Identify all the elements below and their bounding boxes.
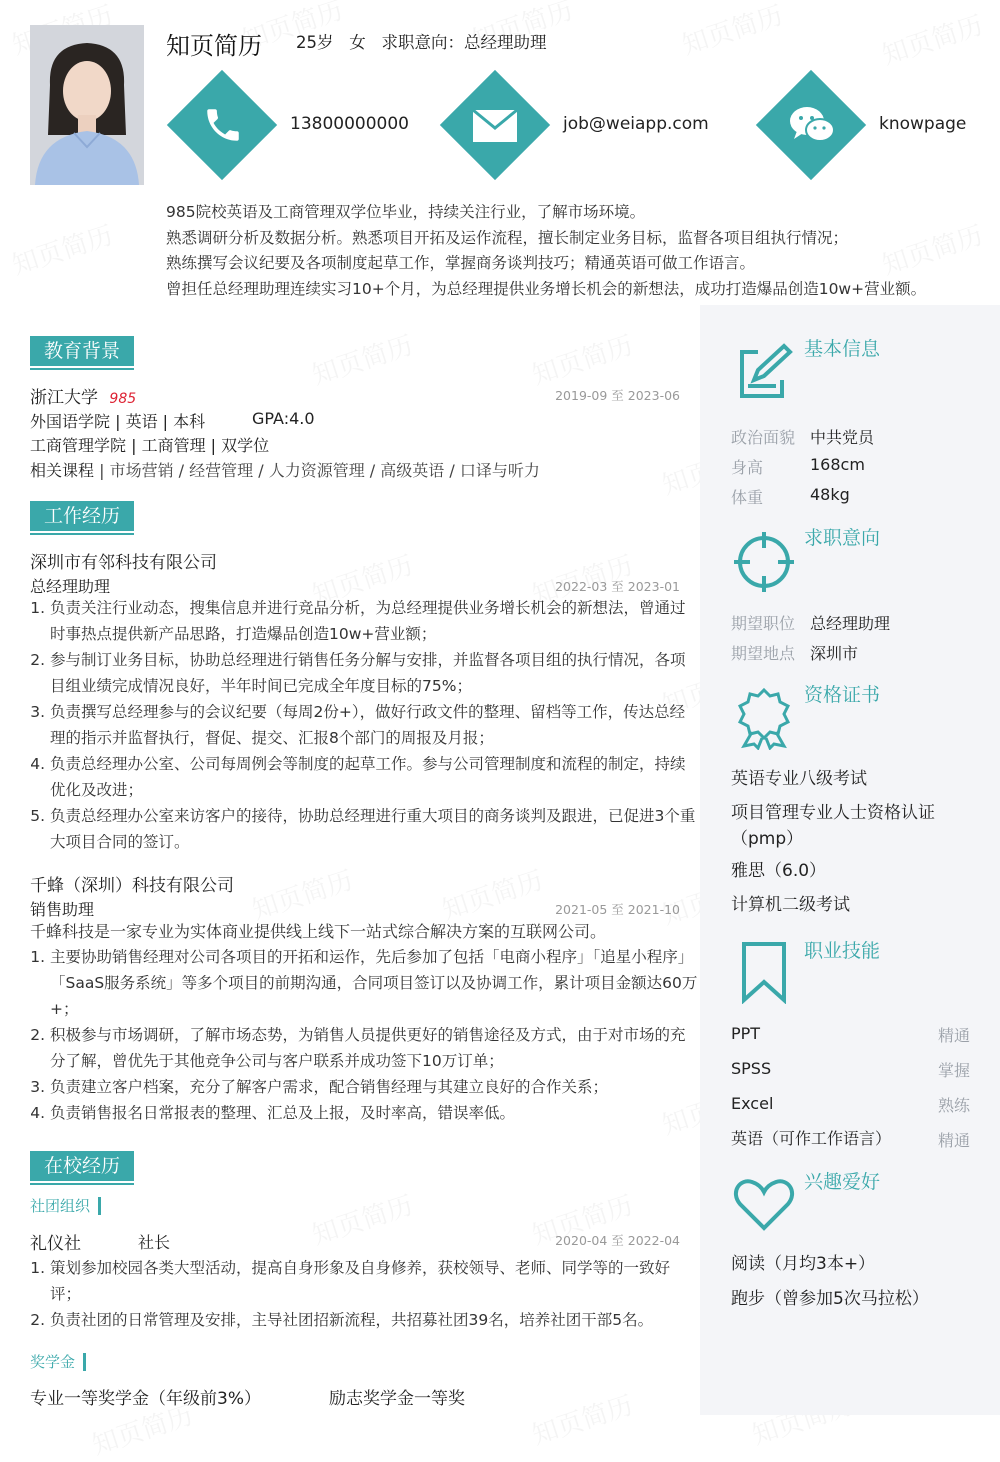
- list-item: 1. 策划参加校园各类大型活动，提高自身形象及自身修养，获校领导、老师、同学等的一致好评；: [50, 1255, 700, 1307]
- info-value: 中共党员: [810, 428, 875, 447]
- skill-level: 精通: [937, 1026, 970, 1045]
- education-courses: [30, 458, 540, 481]
- info-value: 48kg: [810, 485, 850, 504]
- club-name: 礼仪社: [30, 1234, 81, 1254]
- club-role: 社长: [138, 1233, 171, 1252]
- certificate-item: 雅思（6.0）: [731, 861, 827, 881]
- sidebar-title-certificates: 资格证书: [804, 684, 881, 706]
- courses-label: 相关课程: [30, 461, 95, 480]
- basic-info: 25岁 女 求职意向：总经理助理: [296, 33, 547, 52]
- hobby-item: 跑步（曾参加5次马拉松）: [731, 1289, 929, 1309]
- info-value: 168cm: [810, 455, 865, 474]
- school-badge: 985: [109, 391, 137, 407]
- club-date: 2020-04 至 2022-04: [555, 1233, 680, 1248]
- info-value: 深圳市: [810, 644, 859, 663]
- bookmark-icon: [732, 940, 796, 1004]
- scholarship-item: 励志奖学金一等奖: [329, 1389, 465, 1409]
- list-item: 3. 负责撰写总经理参与的会议纪要（每周2份+），做好行政文件的整理、留档等工作，传达总经理的指示并监督执行，督促、提交、汇报8个部门的周报及月报；: [50, 699, 700, 751]
- list-item: 2. 负责社团的日常管理及安排，主导社团招新流程，共招募社团39名，培养社团干部5名。: [50, 1307, 700, 1333]
- job-duties: [30, 944, 700, 1126]
- job-role: 总经理助理: [30, 577, 111, 596]
- list-item: 3. 负责建立客户档案，充分了解客户需求，配合销售经理与其建立良好的合作关系；: [50, 1074, 700, 1100]
- email-address[interactable]: job@weiapp.com: [563, 114, 709, 134]
- summary-line: 熟悉调研分析及数据分析。熟悉项目开拓及运作流程，擅长制定业务目标，监督各项目组执行情况；: [166, 228, 849, 247]
- club-duties: [30, 1255, 700, 1333]
- summary-line: 熟练撰写会议纪要及各项制度起草工作，掌握商务谈判技巧；精通英语可做工作语言。: [166, 254, 756, 272]
- education-gpa: GPA:4.0: [252, 409, 315, 428]
- watermark: [527, 1385, 637, 1452]
- skill-level: 熟练: [937, 1096, 970, 1115]
- watermark: [307, 325, 417, 392]
- resume-name: 知页简历: [166, 32, 262, 60]
- school-name: [30, 383, 136, 408]
- list-item: 2. 参与制订业务目标，协助总经理进行销售任务分解与安排，并监督各项目组的执行情况，各项目组业绩完成情况良好，半年时间已完成全年度目标的75%；: [50, 647, 700, 699]
- job-date: 2021-05 至 2021-10: [555, 902, 680, 917]
- education-major: 外国语学院 | 英语 | 本科: [30, 412, 206, 431]
- sidebar-title-skills: 职业技能: [804, 940, 881, 962]
- section-title-education: 教育背景: [30, 336, 134, 366]
- list-item: 1. 主要协助销售经理对公司各项目的开拓和运作，先后参加了包括「电商小程序」「追星小程序」「SaaS服务系统」等多个项目的前期沟通，合同项目签订以及协调工作，累计项目金额达60万+；: [50, 944, 700, 1022]
- sidebar-title-basic: 基本信息: [804, 338, 881, 360]
- mail-icon: [472, 108, 518, 144]
- school-label: 浙江大学: [30, 388, 98, 408]
- company-intro: 千蜂科技是一家专业为实体商业提供线上线下一站式综合解决方案的互联网公司。: [30, 922, 607, 941]
- summary: [166, 200, 986, 302]
- education-second-degree: 工商管理学院 | 工商管理 | 双学位: [30, 436, 270, 455]
- list-item: 5. 负责总经理办公室来访客户的接待，协助总经理进行重大项目的商务谈判及跟进，已促进3个重大项目合同的签订。: [50, 803, 700, 855]
- list-item: 2. 积极参与市场调研，了解市场态势，为销售人员提供更好的销售途径及方式，由于对市场的充分了解，曾优先于其他竞争公司与客户联系并成功签下10万订单；: [50, 1022, 700, 1074]
- avatar: [30, 25, 144, 185]
- courses-list: | 市场营销 / 经营管理 / 人力资源管理 / 高级英语 / 口译与听力: [94, 461, 540, 480]
- hobby-item: 阅读（月均3本+）: [731, 1254, 876, 1274]
- list-item: 4. 负责总经理办公室、公司每周例会等制度的起草工作。参与公司管理制度和流程的制定，持续优化及改进；: [50, 751, 700, 803]
- watermark: [307, 1185, 417, 1252]
- club-subtitle: 社团组织: [30, 1197, 101, 1215]
- list-item: 1. 负责关注行业动态，搜集信息并进行竞品分析，为总经理提供业务增长机会的新想法，曾通过时事热点提供新产品思路，打造爆品创造10w+营业额；: [50, 595, 700, 647]
- skill-level: 精通: [937, 1131, 970, 1150]
- watermark: [527, 325, 637, 392]
- phone-number[interactable]: 13800000000: [290, 114, 409, 134]
- section-title-work: 工作经历: [30, 501, 134, 531]
- scholarship-subtitle: 奖学金: [30, 1353, 86, 1371]
- scholarship-item: 专业一等奖学金（年级前3%）: [30, 1389, 261, 1409]
- certificate-item: 计算机二级考试: [731, 895, 850, 915]
- award-icon: [732, 686, 796, 750]
- certificate-item: 项目管理专业人士资格认证（pmp）: [731, 803, 935, 849]
- info-key: 期望职位: [731, 614, 796, 633]
- certificate-item: 英语专业八级考试: [731, 769, 867, 789]
- skill-level: 掌握: [937, 1061, 970, 1080]
- info-key: 身高: [731, 458, 764, 477]
- job-role: 销售助理: [30, 900, 95, 919]
- heart-icon: [732, 1172, 796, 1236]
- section-title-campus: 在校经历: [30, 1151, 134, 1181]
- watermark: [7, 215, 117, 282]
- skill-name: PPT: [731, 1024, 761, 1043]
- skill-name: Excel: [731, 1094, 774, 1113]
- wechat-icon: [788, 104, 836, 146]
- wechat-id[interactable]: knowpage: [879, 114, 967, 134]
- watermark: [877, 5, 987, 72]
- summary-line: 985院校英语及工商管理双学位毕业，持续关注行业，了解市场环境。: [166, 203, 646, 221]
- info-key: 期望地点: [731, 644, 796, 663]
- list-item: 4. 负责销售报名日常报表的整理、汇总及上报，及时率高，错误率低。: [50, 1100, 700, 1126]
- phone-icon: [202, 104, 244, 146]
- info-key: 体重: [731, 488, 764, 507]
- skill-name: SPSS: [731, 1059, 772, 1078]
- job-duties: [30, 595, 700, 855]
- info-key: 政治面貌: [731, 428, 796, 447]
- info-value: 总经理助理: [810, 614, 891, 633]
- sidebar-title-intent: 求职意向: [804, 527, 881, 549]
- edit-icon: [732, 340, 796, 404]
- target-icon: [732, 530, 796, 594]
- company-name: 千蜂（深圳）科技有限公司: [30, 876, 234, 896]
- sidebar-title-hobbies: 兴趣爱好: [804, 1171, 881, 1193]
- company-name: 深圳市有邻科技有限公司: [30, 553, 217, 573]
- watermark: [247, 860, 357, 927]
- education-date: 2019-09 至 2023-06: [555, 388, 680, 403]
- job-date: 2022-03 至 2023-01: [555, 579, 680, 594]
- summary-line: 曾担任总经理助理连续实习10+个月，为总经理提供业务增长机会的新想法，成功打造爆品创造10w+营业额。: [166, 279, 927, 298]
- watermark: [677, 0, 787, 62]
- watermark: [437, 860, 547, 927]
- skill-name: 英语（可作工作语言）: [731, 1129, 892, 1148]
